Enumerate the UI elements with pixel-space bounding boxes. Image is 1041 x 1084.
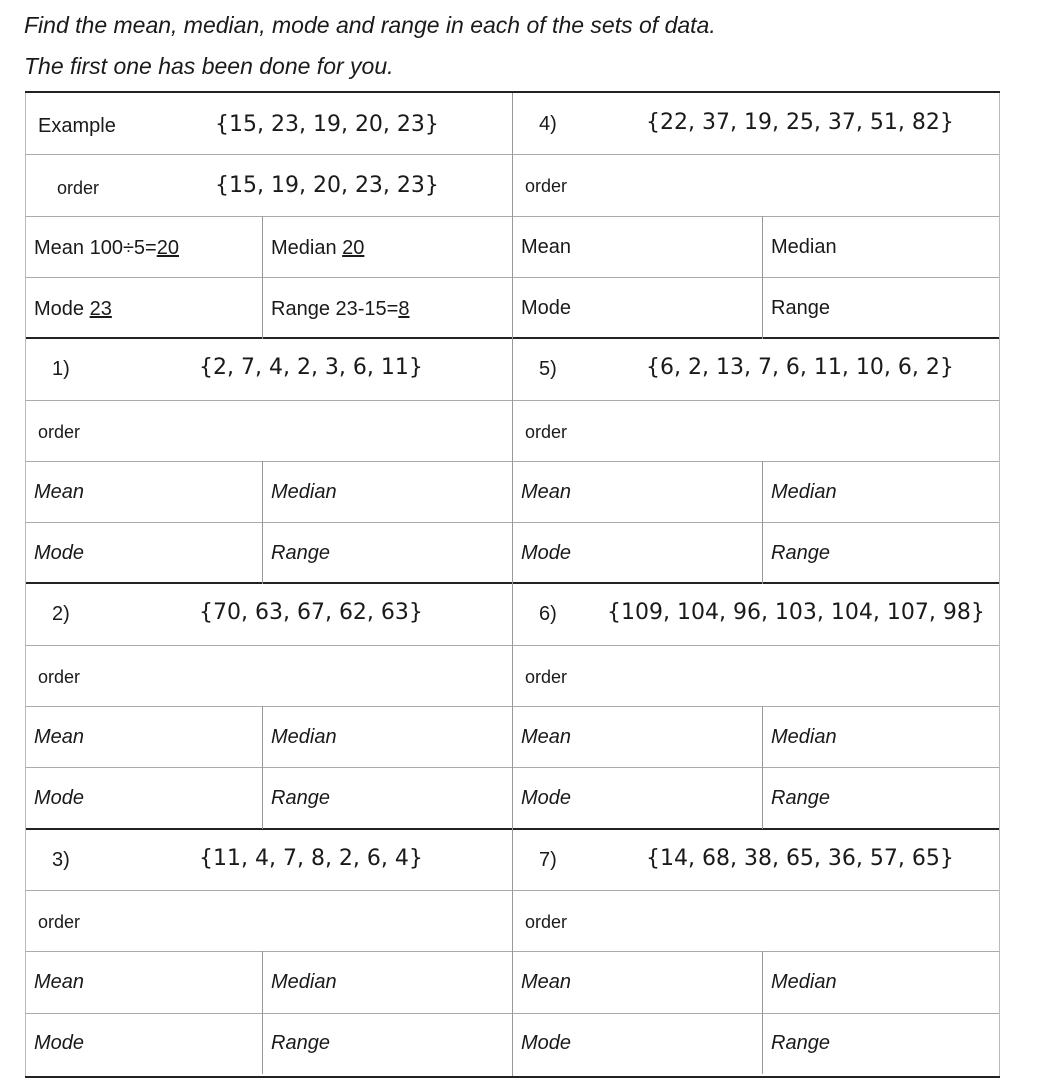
problem-6-range-label: Range xyxy=(771,787,830,809)
problem-6-mean-label: Mean xyxy=(521,726,572,748)
problem-1-set: {2, 7, 4, 2, 3, 6, 11} xyxy=(199,355,423,380)
problem-4-range-label: Range xyxy=(771,297,830,319)
problem-3-range-label: Range xyxy=(271,1032,330,1054)
problem-2-order-label: order xyxy=(38,667,81,687)
problem-2-mean-label: Mean xyxy=(34,726,85,748)
problem-1-median-label: Median xyxy=(271,481,337,503)
problem-1-range-label: Range xyxy=(271,542,330,564)
problem-5-mean-label: Mean xyxy=(521,481,572,503)
problem-2-set: {70, 63, 67, 62, 63} xyxy=(199,600,423,625)
problem-1-number: 1) xyxy=(52,358,70,380)
problem-6-set: {109, 104, 96, 103, 104, 107, 98} xyxy=(607,600,985,625)
example-range-answer: 8 xyxy=(398,298,410,320)
example-set: {15, 23, 19, 20, 23} xyxy=(215,112,439,137)
problem-4-order-label: order xyxy=(525,176,568,196)
problem-4-median-label: Median xyxy=(771,236,837,258)
instruction-line-1: Find the mean, median, mode and range in each of the sets of data. xyxy=(24,12,716,38)
problem-3-mean-label: Mean xyxy=(34,971,85,993)
problem-6-mode-label: Mode xyxy=(521,787,572,809)
problem-5-median-label: Median xyxy=(771,481,837,503)
problem-4-set: {22, 37, 19, 25, 37, 51, 82} xyxy=(646,110,954,135)
problem-3-order-label: order xyxy=(38,912,81,932)
problem-7-set: {14, 68, 38, 65, 36, 57, 65} xyxy=(646,846,954,871)
problem-3-median-label: Median xyxy=(271,971,337,993)
example-label: Example xyxy=(38,115,116,137)
problem-6-order-label: order xyxy=(525,667,568,687)
problem-3-mode-label: Mode xyxy=(34,1032,85,1054)
cell-divider xyxy=(762,461,763,584)
cell-divider xyxy=(762,216,763,339)
problem-7-range-label: Range xyxy=(771,1032,830,1054)
problem-1-mode-label: Mode xyxy=(34,542,85,564)
cell-divider xyxy=(262,706,263,829)
problem-7-mean-label: Mean xyxy=(521,971,572,993)
problem-3-set: {11, 4, 7, 8, 2, 6, 4} xyxy=(199,846,423,871)
example-mean: Mean 100÷5=20 xyxy=(34,237,179,259)
cell-divider xyxy=(262,461,263,584)
example-range: Range 23-15=8 xyxy=(271,298,410,320)
problem-5-mode-label: Mode xyxy=(521,542,572,564)
cell-divider xyxy=(262,216,263,339)
problem-4-mode-label: Mode xyxy=(521,297,572,319)
example-mean-answer: 20 xyxy=(156,237,179,259)
example-median: Median 20 xyxy=(271,237,365,259)
problem-2-median-label: Median xyxy=(271,726,337,748)
example-ordered-set: {15, 19, 20, 23, 23} xyxy=(215,173,439,198)
example-mode: Mode 23 xyxy=(34,298,112,320)
left-border xyxy=(25,93,26,1076)
problem-3-number: 3) xyxy=(52,849,70,871)
problem-4-mean-label: Mean xyxy=(521,236,572,258)
problem-2-number: 2) xyxy=(52,603,70,625)
problem-7-mode-label: Mode xyxy=(521,1032,572,1054)
cell-divider xyxy=(762,706,763,829)
problem-6-number: 6) xyxy=(539,603,557,625)
example-median-answer: 20 xyxy=(342,237,365,259)
problem-7-number: 7) xyxy=(539,849,557,871)
right-border xyxy=(999,93,1000,1076)
problem-7-median-label: Median xyxy=(771,971,837,993)
column-divider xyxy=(512,93,513,1076)
problem-6-median-label: Median xyxy=(771,726,837,748)
cell-divider xyxy=(762,951,763,1074)
cell-divider xyxy=(262,951,263,1074)
problem-1-order-label: order xyxy=(38,422,81,442)
example-order-label: order xyxy=(57,178,100,198)
instruction-line-2: The first one has been done for you. xyxy=(24,53,394,79)
problem-5-set: {6, 2, 13, 7, 6, 11, 10, 6, 2} xyxy=(646,355,954,380)
problem-1-mean-label: Mean xyxy=(34,481,85,503)
problem-2-range-label: Range xyxy=(271,787,330,809)
problem-5-order-label: order xyxy=(525,422,568,442)
example-mode-answer: 23 xyxy=(89,298,112,320)
problem-2-mode-label: Mode xyxy=(34,787,85,809)
problem-7-order-label: order xyxy=(525,912,568,932)
problem-4-number: 4) xyxy=(539,113,557,135)
problem-5-range-label: Range xyxy=(771,542,830,564)
problem-5-number: 5) xyxy=(539,358,557,380)
worksheet-table xyxy=(25,91,1000,1078)
